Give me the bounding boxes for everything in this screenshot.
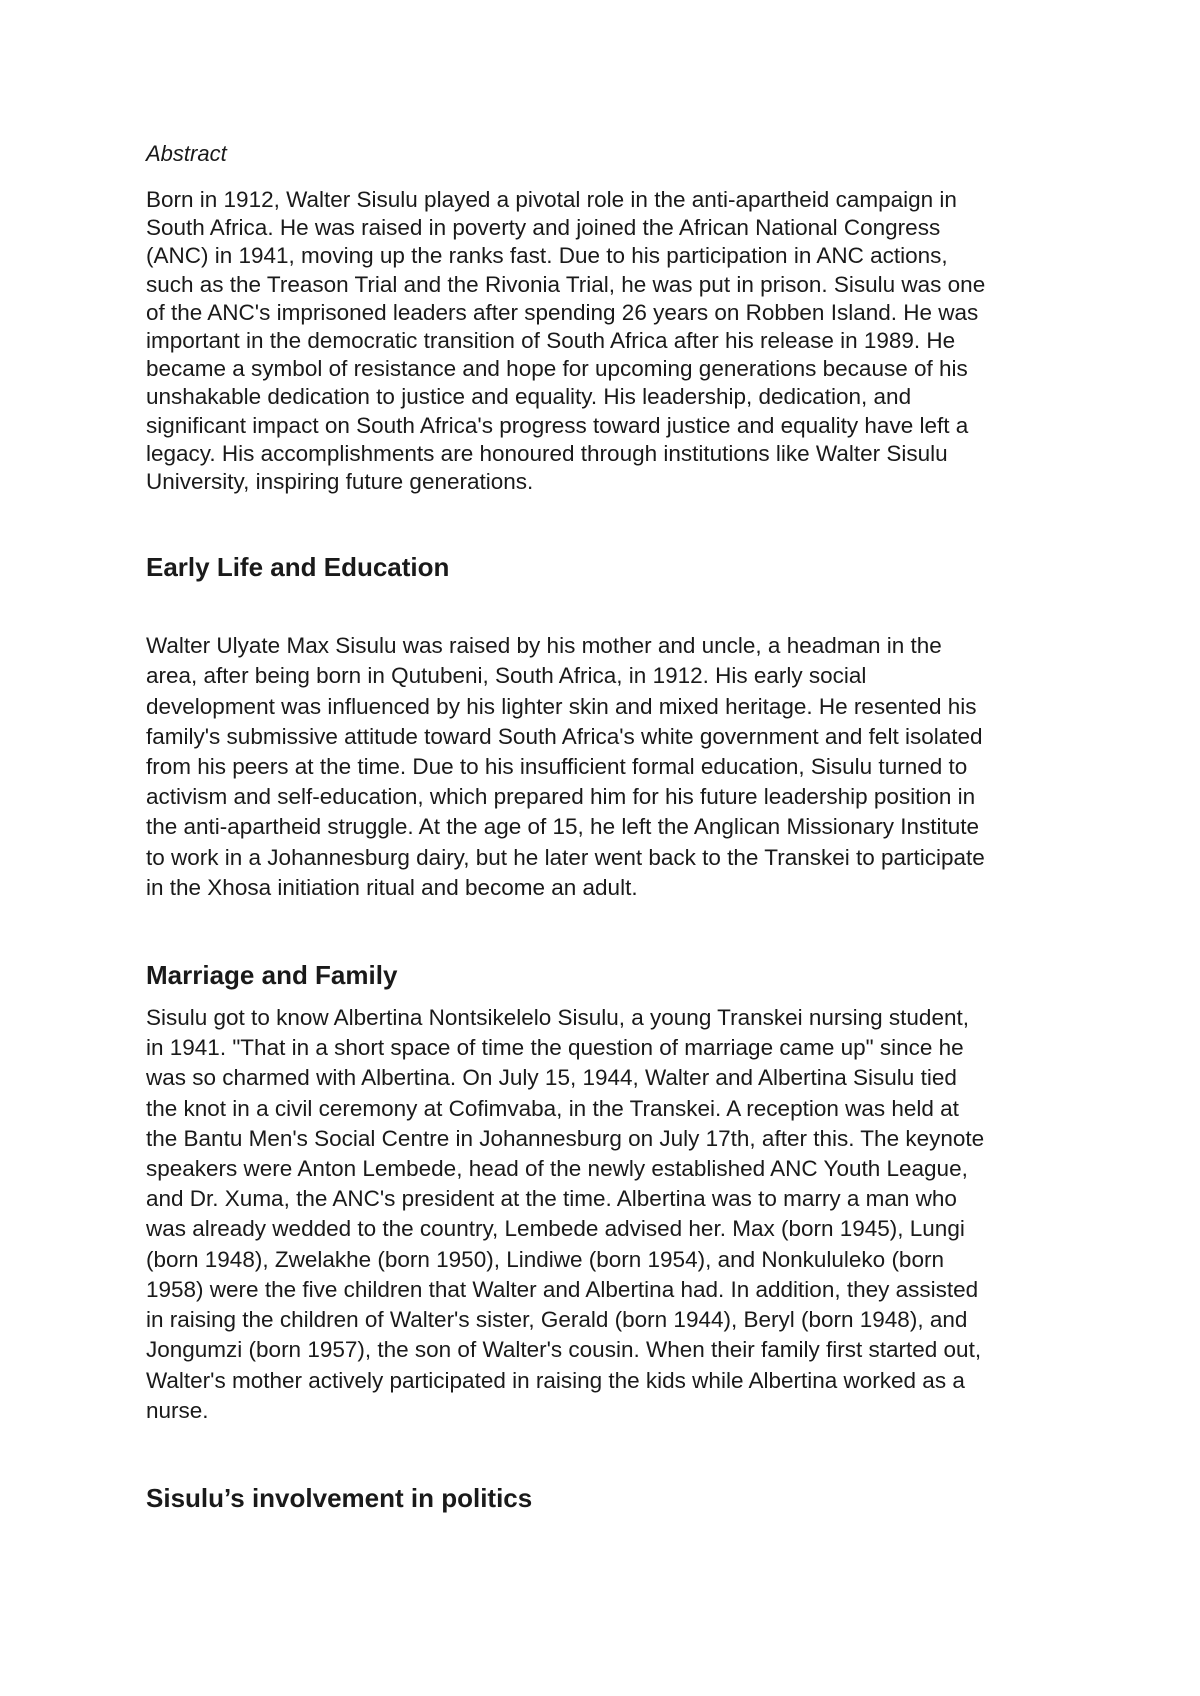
document-page xyxy=(146,140,1076,1514)
marriage-paragraph: Sisulu got to know Albertina Nontsikelelo Sisulu, a young Transkei nursing student, in 1941. "That in a short space of time the question of marriage came up" since he was so charmed with Albertina. On July 15, 1944, Walter and Albertina Sisulu tied the knot in a civil ceremony at Cofimvaba, in the Transkei. A reception was held at the Bantu Men's Social Centre in Johannesburg on July 17th, after this. The keynote speakers were Anton Lembede, head of the newly established ANC Youth League, and Dr. Xuma, the ANC's president at the time. Albertina was to marry a man who was already wedded to the country, Lembede advised her. Max (born 1945), Lungi (born 1948), Zwelakhe (born 1950), Lindiwe (born 1954), and Nonkululeko (born 1958) were the five children that Walter and Albertina had. In addition, they assisted in raising the children of Walter's sister, Gerald (born 1944), Beryl (born 1948), and Jongumzi (born 1957), the son of Walter's cousin. When their family first started out, Walter's mother actively participated in raising the kids while Albertina worked as a nurse. xyxy=(146,1005,985,1423)
section-heading-marriage: Marriage and Family xyxy=(146,960,398,991)
abstract-label: Abstract xyxy=(146,141,227,166)
early-life-paragraph: Walter Ulyate Max Sisulu was raised by his mother and uncle, a headman in the area, after being born in Qutubeni, South Africa, in 1912. His early social development was influenced by his lighter skin and mixed heritage. He resented his family's submissive attitude toward South Africa's white government and felt isolated from his peers at the time. Due to his insufficient formal education, Sisulu turned to activism and self-education, which prepared him for his future leadership position in the anti-apartheid struggle. At the age of 15, he left the Anglican Missionary Institute to work in a Johannesburg dairy, but he later went back to the Transkei to participate in the Xhosa initiation ritual and become an adult. xyxy=(146,633,985,900)
section-heading-politics: Sisulu’s involvement in politics xyxy=(146,1482,533,1513)
abstract-paragraph: Born in 1912, Walter Sisulu played a pivotal role in the anti-apartheid campaign in South Africa. He was raised in poverty and joined the African National Congress (ANC) in 1941, moving up the ranks fast. Due to his participation in ANC actions, such as the Treason Trial and the Rivonia Trial, he was put in prison. Sisulu was one of the ANC's imprisoned leaders after spending 26 years on Robben Island. He was important in the democratic transition of South Africa after his release in 1989. He became a symbol of resistance and hope for upcoming generations because of his unshakable dedication to justice and equality. His leadership, dedication, and significant impact on South Africa's progress toward justice and equality have left a legacy. His accomplishments are honoured through institutions like Walter Sisulu University, inspiring future generations. xyxy=(146,187,986,495)
section-heading-early-life: Early Life and Education xyxy=(146,552,450,583)
